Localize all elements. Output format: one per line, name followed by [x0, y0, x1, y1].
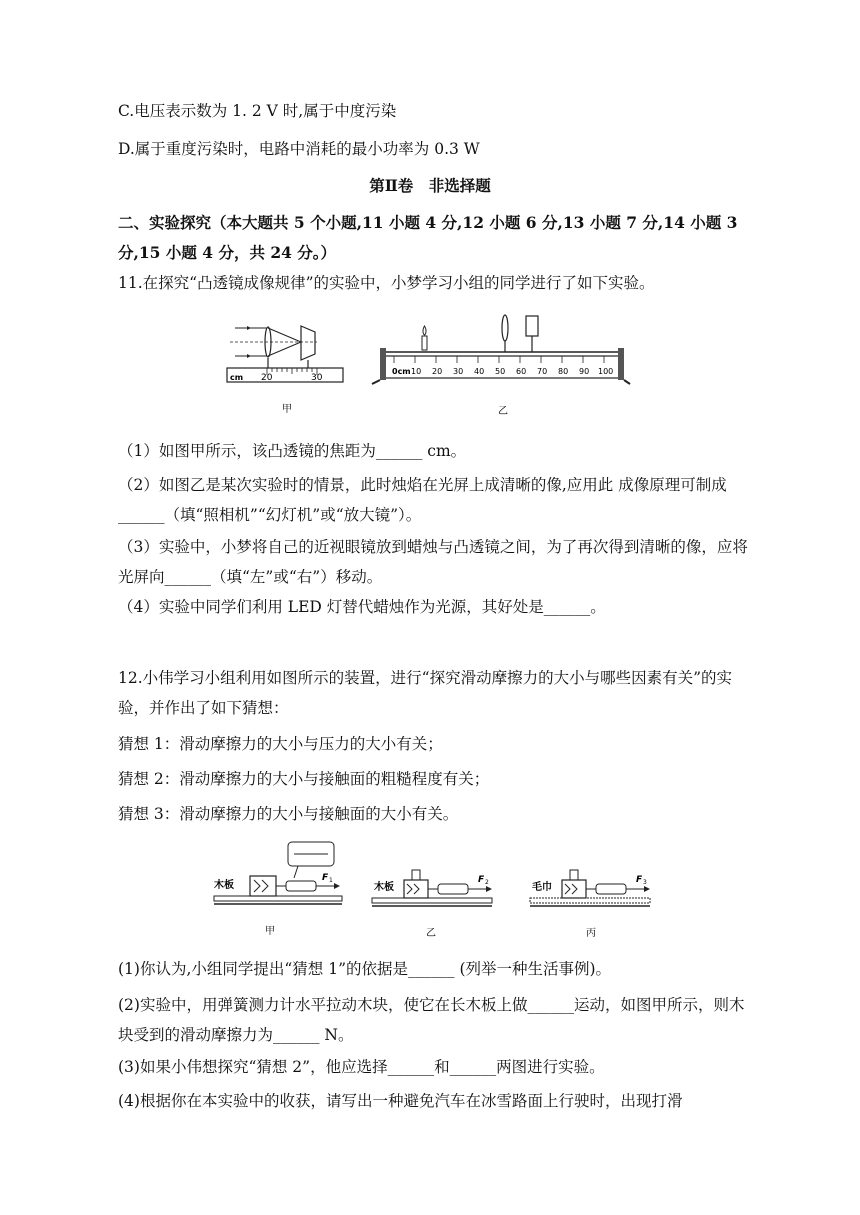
q12-bing-caption: 丙	[586, 928, 596, 939]
q11-yi-tick: 70	[537, 367, 548, 376]
q12-figure-bing	[528, 858, 658, 942]
q12-jia-surface: 木板	[214, 880, 234, 891]
q12-part2: (2)实验中，用弹簧测力计水平拉动木块，使它在长木板上做______运动，如图甲所示，则木块受到的滑动摩擦力为______ N。	[118, 996, 745, 1044]
q12-yi-caption: 乙	[426, 928, 436, 939]
q12-figure-yi	[370, 858, 500, 942]
q12-yi-force-sub: 2	[485, 879, 489, 886]
part2-heading: 二、实验探究（本大题共 5 个小题,11 小题 4 分,12 小题 6 分,13 小题 7 分,14 小题 3 分,15 小题 4 分，共 24 分。）	[118, 213, 738, 262]
q11-part2: （2）如图乙是某次实验时的情景，此时烛焰在光屏上成清晰的像,应用此 成像原理可制成______（填“照相机”“幻灯机”或“放大镜”）。	[118, 476, 727, 524]
q11-yi-tick: 100	[598, 367, 614, 376]
q12-stem: 12.小伟学习小组利用如图所示的装置，进行“探究滑动摩擦力的大小与哪些因素有关”的实验，并作出了如下猜想：	[118, 669, 733, 717]
q11-yi-tick: 10	[411, 367, 422, 376]
q11-yi-caption: 乙	[498, 406, 508, 417]
q11-yi-tick: 80	[558, 367, 569, 376]
q11-yi-tick: 60	[516, 367, 527, 376]
q12-jia-force: F	[322, 873, 329, 883]
q11-figure-yi	[370, 310, 632, 420]
q12-bing-force-sub: 3	[643, 879, 647, 886]
q11-stem: 11.在探究“凸透镜成像规律”的实验中，小梦学习小组的同学进行了如下实验。	[118, 274, 655, 292]
q12-figure-jia	[210, 838, 350, 942]
q12-part4: (4)根据你在本实验中的收获，请写出一种避免汽车在冰雪路面上行驶时，出现打滑	[118, 1092, 683, 1110]
section-title: 第Ⅱ卷 非选择题	[369, 176, 491, 195]
q11-yi-unit: 0cm	[392, 367, 411, 376]
q11-jia-caption: 甲	[282, 404, 292, 415]
q11-figure-jia	[225, 318, 345, 418]
q12-guess1: 猜想 1：滑动摩擦力的大小与压力的大小有关；	[118, 735, 443, 753]
q12-jia-force-sub: 1	[329, 877, 333, 884]
q12-guess3: 猜想 3：滑动摩擦力的大小与接触面的大小有关。	[118, 805, 459, 823]
q11-jia-unit: cm	[230, 373, 244, 382]
q11-yi-tick: 50	[495, 367, 506, 376]
q11-jia-tick: 20	[261, 373, 273, 383]
q12-guess2: 猜想 2：滑动摩擦力的大小与接触面的粗糙程度有关；	[118, 770, 490, 788]
option-c: C.电压表示数为 1. 2 V 时,属于中度污染	[118, 102, 397, 120]
q12-part1: (1)你认为,小组同学提出“猜想 1”的依据是______ (列举一种生活事例)。	[118, 960, 612, 978]
q12-bing-surface: 毛巾	[532, 882, 552, 893]
q12-jia-caption: 甲	[265, 926, 275, 937]
q11-part1: （1）如图甲所示，该凸透镜的焦距为______ cm。	[118, 442, 467, 460]
q11-part3: （3）实验中，小梦将自己的近视眼镜放到蜡烛与凸透镜之间，为了再次得到清晰的像，应将光屏向______（填“左”或“右”）移动。	[118, 538, 748, 586]
q12-yi-force: F	[478, 875, 485, 885]
q12-bing-force: F	[636, 875, 643, 885]
q11-yi-tick: 90	[579, 367, 590, 376]
q11-part4: （4）实验中同学们利用 LED 灯替代蜡烛作为光源，其好处是______。	[118, 598, 606, 616]
q11-yi-tick: 30	[453, 367, 464, 376]
q11-yi-tick: 20	[432, 367, 443, 376]
q11-yi-tick: 40	[474, 367, 485, 376]
q11-jia-tick: 30	[311, 373, 323, 383]
q12-part3: (3)如果小伟想探究“猜想 2”，他应选择______和______两图进行实验。	[118, 1058, 605, 1076]
q12-yi-surface: 木板	[374, 882, 394, 893]
option-d: D.属于重度污染时，电路中消耗的最小功率为 0.3 W	[118, 140, 480, 158]
